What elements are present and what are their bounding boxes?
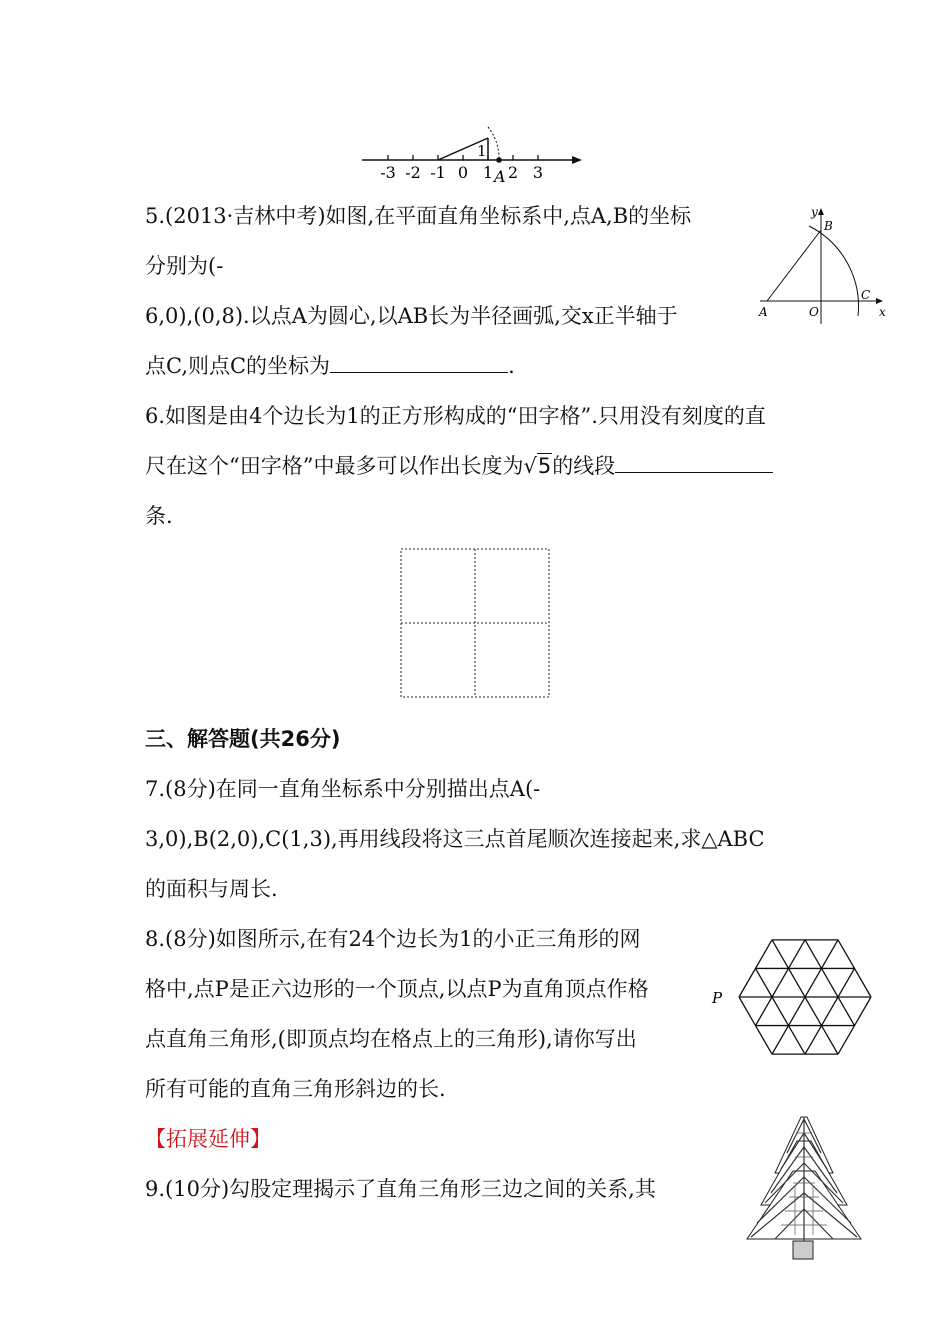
- q5-fig-a-label: A: [759, 305, 768, 319]
- q6-line-2-text: 尺在这个“田字格”中最多可以作出长度为: [145, 454, 524, 478]
- number-line-tick-label: -3: [380, 163, 396, 182]
- q8-line-2: 格中,点P是正六边形的一个顶点,以点P为直角顶点作格: [145, 977, 649, 1001]
- number-line-tick-label: 2: [507, 163, 519, 182]
- q8-line-3: 点直角三角形,(即顶点均在格点上的三角形),请你写出: [145, 1027, 637, 1051]
- q6-line-1: 6.如图是由4个边长为1的正方形构成的“田字格”.只用没有刻度的直: [145, 404, 766, 428]
- number-line-figure: [360, 125, 600, 185]
- q6-answer-blank: [615, 452, 773, 473]
- number-line-triangle-label: 1: [477, 142, 487, 160]
- hexagon-grid-line: [756, 968, 806, 1054]
- section-3-title: 三、解答题(共26分): [145, 727, 341, 751]
- number-line-point-label: A: [494, 167, 506, 186]
- q5-line-3: 6,0),(0,8).以点A为圆心,以AB长为半径画弧,交x正半轴于: [145, 304, 678, 328]
- q5-line-4: [145, 351, 515, 381]
- q6-line-2-cont: 的线段: [552, 454, 616, 478]
- hexagon-grid-line: [805, 940, 855, 1026]
- number-line-tick-label: -2: [405, 163, 421, 182]
- q5-answer-blank: [330, 352, 508, 373]
- sqrt-symbol: √5: [523, 454, 552, 478]
- hexagon-point-p-label: P: [712, 989, 723, 1007]
- q5-fig-y-label: y: [811, 205, 818, 219]
- q5-line-4-end: .: [508, 354, 515, 378]
- q5-fig-x-label: x: [879, 305, 886, 319]
- tian-grid-figure: [400, 548, 552, 700]
- pythagoras-tree-figure: [735, 1113, 865, 1263]
- q5-line-2: 分别为(-: [145, 254, 224, 278]
- q8-line-1: 8.(8分)如图所示,在有24个边长为1的小正三角形的网: [145, 927, 641, 951]
- hexagon-grid-line: [756, 940, 806, 1026]
- q7-line-1: 7.(8分)在同一直角坐标系中分别描出点A(-: [145, 777, 541, 801]
- q6-line-2: [145, 451, 773, 481]
- q7-line-2: 3,0),B(2,0),C(1,3),再用线段将这三点首尾顺次连接起来,求△ABC: [145, 827, 765, 851]
- q8-line-4: 所有可能的直角三角形斜边的长.: [145, 1077, 446, 1101]
- q5-line-1: 5.(2013·吉林中考)如图,在平面直角坐标系中,点A,B的坐标: [145, 204, 692, 228]
- q5-fig-o-label: O: [809, 305, 819, 319]
- q9-line-1: 9.(10分)勾股定理揭示了直角三角形三边之间的关系,其: [145, 1177, 656, 1201]
- q5-fig-b-label: B: [824, 219, 833, 233]
- hexagon-grid-line: [805, 968, 855, 1054]
- sqrt-radicand: 5: [537, 454, 552, 478]
- q5-line-4-text: 点C,则点C的坐标为: [145, 354, 331, 378]
- q6-line-3: 条.: [145, 504, 173, 528]
- q5-coordinate-figure: [755, 206, 895, 326]
- number-line-tick-label: -1: [430, 163, 446, 182]
- q5-fig-c-label: C: [861, 288, 871, 302]
- number-line-tick-label: 1: [482, 163, 494, 182]
- extension-title: 【拓展延伸】: [145, 1127, 271, 1151]
- hexagon-grid-figure: [710, 925, 900, 1065]
- number-line-tick-label: 3: [532, 163, 544, 182]
- q7-line-3: 的面积与周长.: [145, 877, 278, 901]
- number-line-tick-label: 0: [457, 163, 469, 182]
